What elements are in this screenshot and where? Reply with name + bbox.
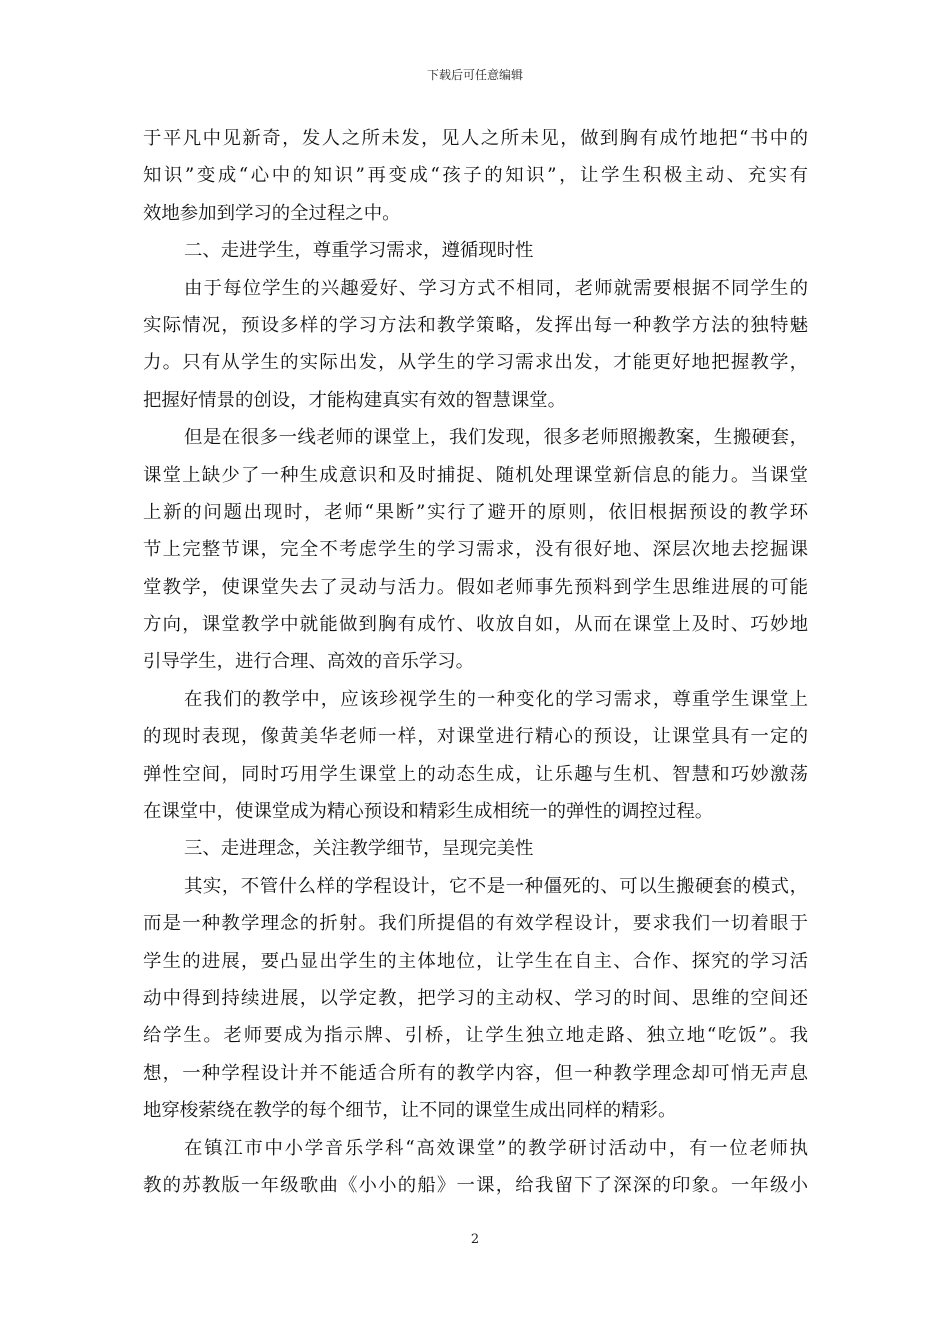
text-line: 三、走进理念，关注教学细节，呈现完美性 xyxy=(184,838,534,860)
text-line: 引导学生，进行合理、高效的音乐学习。 xyxy=(143,651,475,673)
text-line: 在我们的教学中，应该珍视学生的一种变化的学习需求，尊重学生课堂上 xyxy=(184,688,808,710)
text-line: 节上完整节课，完全不考虑学生的学习需求，没有很好地、深层次地去挖掘课 xyxy=(143,539,808,561)
text-line: 其实，不管什么样的学程设计，它不是一种僵死的、可以生搬硬套的模式， xyxy=(184,875,808,897)
text-line: 地穿梭萦绕在教学的每个细节，让不同的课堂生成出同样的精彩。 xyxy=(143,1100,677,1122)
text-line: 课堂上缺少了一种生成意识和及时捕捉、随机处理课堂新信息的能力。当课堂 xyxy=(143,464,808,486)
text-line: 二、走进学生，尊重学习需求，遵循现时性 xyxy=(184,240,534,262)
text-line: 弹性空间，同时巧用学生课堂上的动态生成，让乐趣与生机、智慧和巧妙激荡 xyxy=(143,763,808,785)
text-line: 想，一种学程设计并不能适合所有的教学内容，但一种教学理念却可悄无声息 xyxy=(143,1062,808,1084)
text-line: 教的苏教版一年级歌曲《小小的船》一课，给我留下了深深的印象。一年级小 xyxy=(143,1174,808,1196)
text-line: 方向，课堂教学中就能做到胸有成竹、收放自如，从而在课堂上及时、巧妙地 xyxy=(143,614,808,636)
text-line: 学生的进展，要凸显出学生的主体地位，让学生在自主、合作、探究的学习活 xyxy=(143,950,808,972)
text-line: 效地参加到学习的全过程之中。 xyxy=(143,202,401,224)
text-line: 堂教学，使课堂失去了灵动与活力。假如老师事先预料到学生思维进展的可能 xyxy=(143,576,808,598)
text-line: 上新的问题出现时，老师“果断”实行了避开的原则，依旧根据预设的教学环 xyxy=(143,501,808,523)
text-line: 而是一种教学理念的折射。我们所提倡的有效学程设计，要求我们一切着眼于 xyxy=(143,913,808,935)
text-line: 给学生。老师要成为指示牌、引桥，让学生独立地走路、独立地“吃饭”。我 xyxy=(143,1025,808,1047)
text-line: 实际情况，预设多样的学习方法和教学策略，发挥出每一种教学方法的独特魅 xyxy=(143,314,808,336)
text-line: 于平凡中见新奇，发人之所未发，见人之所未见，做到胸有成竹地把“书中的 xyxy=(143,128,808,149)
text-line: 力。只有从学生的实际出发，从学生的学习需求出发，才能更好地把握教学， xyxy=(143,352,808,374)
text-line: 把握好情景的创设，才能构建真实有效的智慧课堂。 xyxy=(143,389,566,411)
text-line: 由于每位学生的兴趣爱好、学习方式不相同，老师就需要根据不同学生的 xyxy=(184,277,808,299)
text-line: 动中得到持续进展，以学定教，把学习的主动权、学习的时间、思维的空间还 xyxy=(143,987,808,1009)
text-line: 知识”变成“心中的知识”再变成“孩子的知识”，让学生积极主动、充实有 xyxy=(143,165,808,187)
text-line: 但是在很多一线老师的课堂上，我们发现，很多老师照搬教案，生搬硬套， xyxy=(184,427,808,449)
text-line: 的现时表现，像黄美华老师一样，对课堂进行精心的预设，让课堂具有一定的 xyxy=(143,726,808,748)
page-number: 2 xyxy=(470,1232,480,1247)
page-header: 下载后可任意编辑 xyxy=(426,68,523,82)
text-line: 在课堂中，使课堂成为精心预设和精彩生成相统一的弹性的调控过程。 xyxy=(143,801,714,823)
document-body xyxy=(143,120,808,1204)
text-line: 在镇江市中小学音乐学科“高效课堂”的教学研讨活动中，有一位老师执 xyxy=(184,1137,808,1159)
